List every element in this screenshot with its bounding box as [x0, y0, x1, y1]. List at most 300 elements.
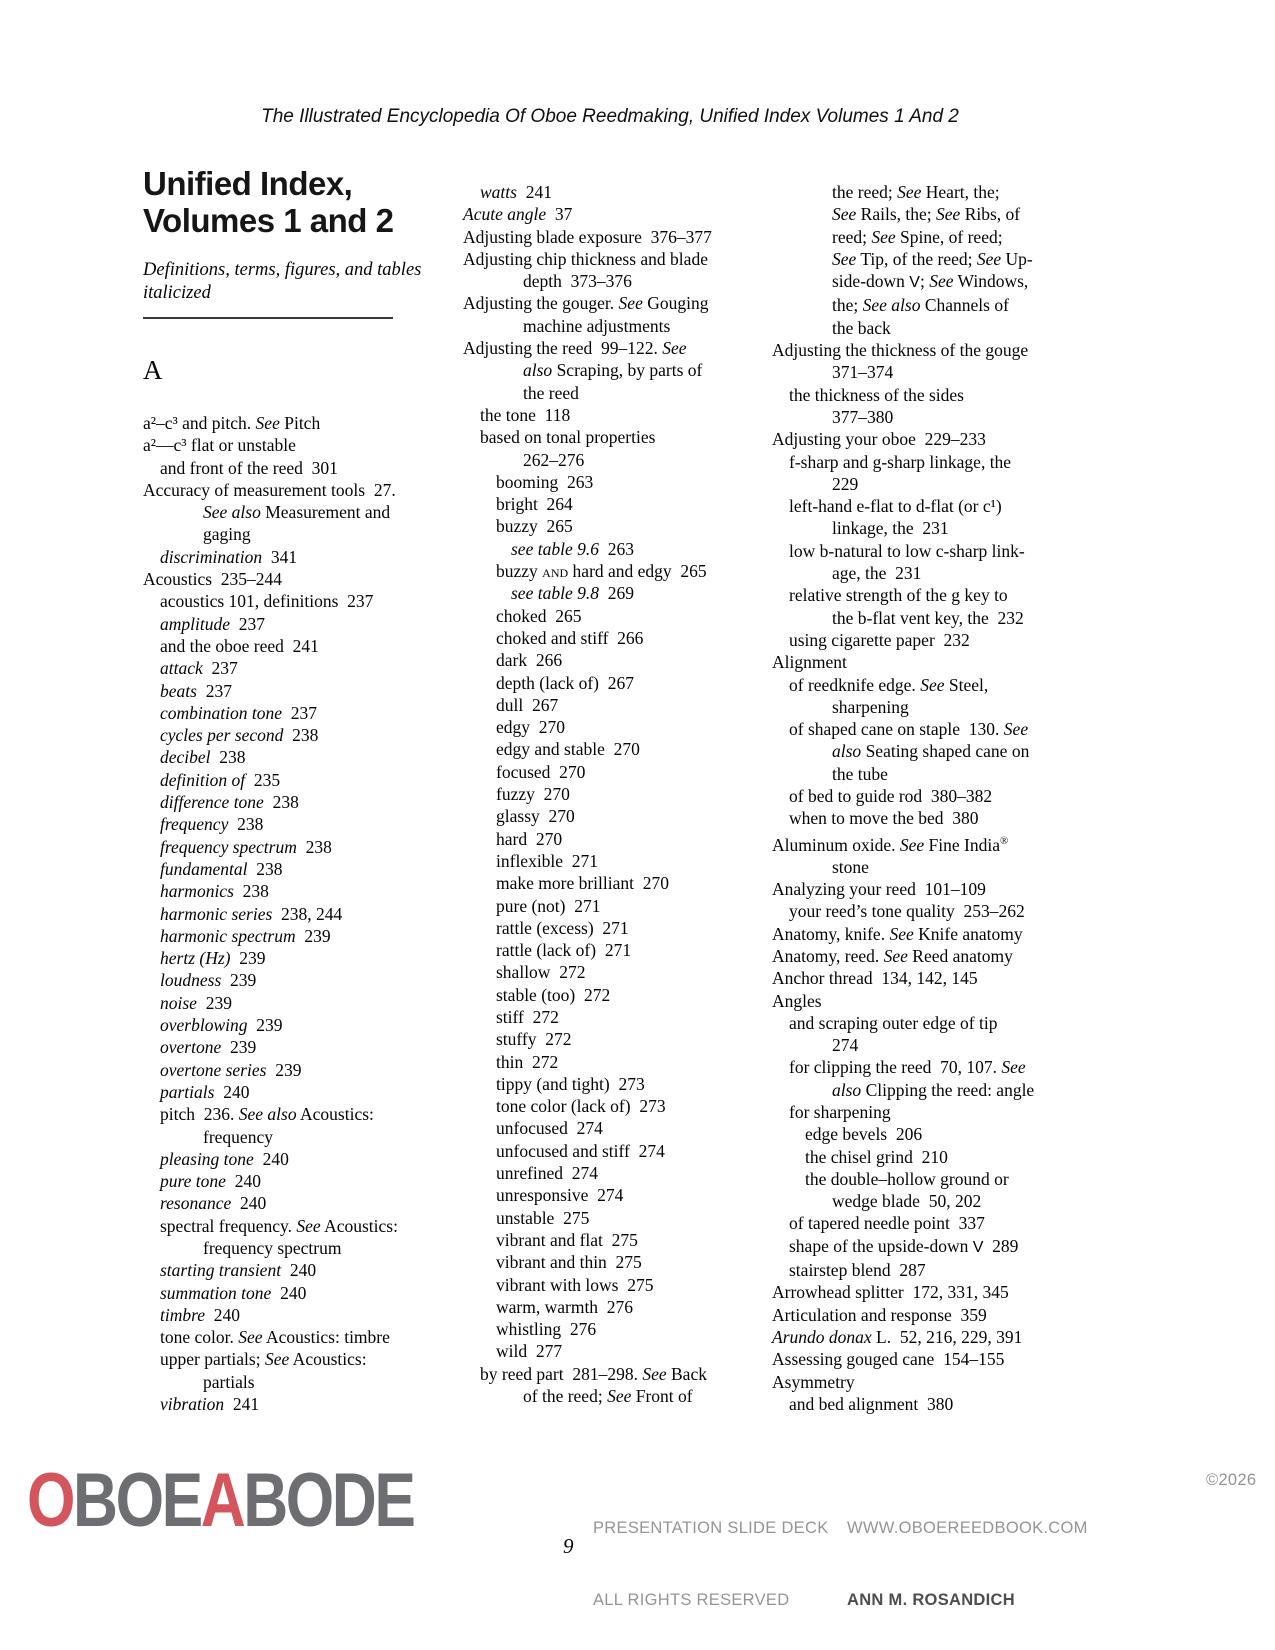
entry-segment: Pitch [279, 413, 321, 433]
index-entry-line [463, 404, 751, 426]
entry-segment-it: beats [160, 680, 197, 701]
entry-segment: 371–374 [832, 362, 894, 383]
index-entry-line [463, 895, 751, 917]
index-entry-line [772, 495, 1064, 517]
index-entry-line [772, 1235, 1064, 1259]
index-entry-line [772, 967, 1064, 989]
entry-segment: Gouging [642, 293, 709, 314]
entry-segment: hard 270 [496, 828, 563, 849]
entry-segment: a²—c³ flat or unstable [143, 435, 296, 456]
copyright-notice: ©2026 [1206, 1471, 1257, 1489]
entry-segment: and the oboe reed 241 [160, 635, 319, 656]
entry-segment: Back [666, 1363, 707, 1384]
entry-segment: Assessing gouged cane 154–155 [772, 1349, 1005, 1370]
entry-segment: Adjusting chip thickness and blade [463, 248, 708, 269]
entry-segment: tippy (and tight) 273 [496, 1073, 645, 1094]
entry-segment-it: See [1001, 1057, 1026, 1078]
index-entry-line [143, 501, 435, 523]
entry-segment: 240 [214, 1081, 250, 1102]
entry-segment: 240 [271, 1282, 307, 1303]
index-entry-line [772, 339, 1064, 361]
entry-segment: wild 277 [496, 1341, 563, 1362]
index-entry-line [143, 523, 435, 545]
entry-segment: 263 [598, 538, 634, 559]
index-entry-line [772, 1326, 1064, 1348]
entry-segment: edgy 270 [496, 717, 566, 738]
index-entry-line [463, 1318, 751, 1340]
entry-segment-it: also [523, 360, 553, 381]
entry-segment-it: See [607, 1386, 632, 1407]
entry-segment: 238 [283, 725, 319, 746]
entry-segment-it: decibel [160, 747, 211, 768]
entry-segment-it: difference tone [160, 792, 264, 813]
entry-segment: Adjusting the reed 99–122. [463, 338, 663, 359]
entry-segment: 37 [546, 204, 573, 225]
entry-segment-it: overblowing [160, 1015, 248, 1036]
entry-segment: stuffy 272 [496, 1029, 572, 1050]
index-entry-line [463, 605, 751, 627]
entry-segment: and front of the reed 301 [160, 457, 338, 478]
entry-segment-it: See [662, 338, 687, 359]
entry-segment-it: See [897, 182, 922, 202]
index-entry-line [463, 672, 751, 694]
footer-rights-line: ALL RIGHTS RESERVED [593, 1591, 790, 1609]
entry-segment-it: See [899, 834, 925, 855]
index-entry-line [772, 1371, 1064, 1393]
index-entry-line [143, 635, 435, 657]
index-entry-line [143, 1103, 435, 1125]
index-entry-line [463, 426, 751, 448]
entry-segment: 238 [233, 881, 269, 902]
index-entry-line [463, 1095, 751, 1117]
index-entry-line [463, 515, 751, 537]
entry-segment: shallow 272 [496, 962, 586, 983]
index-entry-line [772, 428, 1064, 450]
index-entry-line [143, 903, 435, 925]
index-entry-line [463, 292, 751, 314]
entry-segment-it: see table 9.6 [511, 538, 599, 559]
footer-author: ANN M. ROSANDICH [847, 1591, 1015, 1609]
index-entry-line [463, 1274, 751, 1296]
entry-segment: 239 [266, 1059, 302, 1080]
index-entry-line [143, 1059, 435, 1081]
entry-segment: buzzy 265 [496, 516, 573, 537]
entry-segment: 237 [230, 613, 265, 634]
entry-segment: 269 [598, 583, 634, 604]
entry-segment: booming 263 [496, 471, 594, 492]
entry-segment-it: Acute angle [463, 204, 547, 225]
entry-segment-it: definition of [160, 769, 246, 790]
entry-segment-it: See [296, 1215, 321, 1236]
footer-website: WWW.OBOEREEDBOOK.COM [847, 1519, 1088, 1537]
index-entry-line [772, 1190, 1064, 1212]
index-entry-line [143, 813, 435, 835]
entry-segment: 239 [221, 970, 257, 991]
entry-segment-it: resonance [160, 1193, 232, 1214]
entry-segment-it: overtone series [160, 1059, 267, 1080]
entry-segment: 274 [832, 1035, 859, 1056]
entry-segment: and bed alignment 380 [789, 1393, 954, 1414]
entry-segment: 237 [282, 702, 317, 723]
index-entry-line [772, 226, 1064, 248]
index-entry-line [463, 449, 751, 471]
index-entry-line [143, 947, 435, 969]
entry-segment: 235 [245, 769, 281, 790]
index-entry-line [772, 584, 1064, 606]
entry-segment: stairstep blend 287 [789, 1260, 926, 1281]
index-column-1 [143, 165, 435, 1415]
index-entry-line [143, 1215, 435, 1237]
entry-segment-it: See [832, 204, 857, 225]
index-entry-line [463, 1296, 751, 1318]
index-entry-line [143, 1014, 435, 1036]
entry-segment: 262–276 [523, 449, 585, 470]
entry-segment: Anatomy, knife. [772, 923, 890, 944]
index-entry-line [772, 294, 1064, 316]
index-entry-line [143, 546, 435, 568]
index-entry-line [143, 746, 435, 768]
index-entry-line [143, 925, 435, 947]
entry-segment: pitch 236. [160, 1104, 239, 1125]
index-entry-line [772, 1304, 1064, 1326]
index-entry-line [143, 457, 435, 479]
index-entry-line [772, 1259, 1064, 1281]
index-entry-line [772, 473, 1064, 495]
index-entry-line [463, 805, 751, 827]
entry-segment-it: Arundo donax [772, 1326, 872, 1347]
index-entry-line [143, 1326, 435, 1348]
entry-segment-it: watts [480, 182, 517, 202]
entry-segment: Knife anatomy [913, 923, 1023, 944]
entry-segment: pure (not) 271 [496, 895, 601, 916]
index-entry-line [463, 1117, 751, 1139]
entry-segment: 237 [196, 680, 232, 701]
index-entry-line [463, 1006, 751, 1028]
index-entry-line [463, 783, 751, 805]
index-entry-line [772, 900, 1064, 922]
entry-segment: Reed anatomy [907, 945, 1013, 966]
entry-segment: 239 [196, 992, 232, 1013]
entry-segment: the thickness of the sides [789, 384, 964, 405]
index-entry-line [463, 984, 751, 1006]
entry-segment-it: harmonic series [160, 903, 273, 924]
entry-segment-it: starting transient [160, 1260, 282, 1281]
index-entry-line [772, 406, 1064, 428]
entry-segment: make more brilliant 270 [496, 873, 670, 894]
entry-segment-it: pleasing tone [160, 1148, 254, 1169]
index-entry-line [772, 830, 1064, 856]
index-entry-line [463, 738, 751, 760]
entry-segment-sans: V [909, 274, 920, 292]
entry-segment: of tapered needle point 337 [789, 1213, 985, 1234]
entry-segment: edgy and stable 270 [496, 739, 640, 760]
index-column-3 [772, 181, 1064, 1415]
index-entry-line [463, 649, 751, 671]
entry-segment: Acoustics: [289, 1349, 367, 1370]
index-entry-line [772, 1348, 1064, 1370]
entry-segment: Heart, the; [921, 182, 1000, 202]
entry-segment-it: See [883, 945, 908, 966]
entry-segment-it: combination tone [160, 702, 282, 723]
entry-segment: dull 267 [496, 694, 559, 715]
entry-segment: glassy 270 [496, 806, 575, 827]
entry-segment-it: See [238, 1327, 263, 1348]
index-entry-line [463, 850, 751, 872]
entry-segment: based on tonal properties [480, 427, 656, 448]
index-entry-line [772, 923, 1064, 945]
entry-segment: stable (too) 272 [496, 984, 611, 1005]
index-entry-line [772, 451, 1064, 473]
entry-segment: side-down [832, 271, 910, 292]
index-entry-line [143, 1348, 435, 1370]
entry-segment: the double–hollow ground or [805, 1168, 1009, 1189]
entry-segment: Fine India [924, 834, 1000, 855]
index-entry-line [143, 1148, 435, 1170]
entry-segment: Accuracy of measurement tools 27. [143, 479, 396, 500]
entry-segment: for sharpening [789, 1102, 891, 1122]
index-entry-line [463, 761, 751, 783]
index-entry-line [772, 1123, 1064, 1145]
entry-segment: upper partials; [160, 1349, 265, 1370]
entry-segment: whistling 276 [496, 1319, 597, 1340]
entry-segment: tone color. [160, 1327, 239, 1348]
entry-segment: depth 373–376 [523, 271, 632, 292]
entry-segment: fuzzy 270 [496, 784, 570, 805]
index-entry-line [463, 828, 751, 850]
index-entry-line [143, 769, 435, 791]
entry-segment: buzzy [496, 561, 543, 582]
index-column-2 [463, 181, 751, 1407]
index-entry-line [463, 872, 751, 894]
entry-segment: Alignment [772, 652, 847, 673]
entry-segment: unrefined 274 [496, 1163, 599, 1184]
index-entry-line [143, 568, 435, 590]
entry-segment-it: frequency spectrum [160, 836, 297, 857]
entry-segment: Ribs, of [960, 204, 1021, 225]
index-entry-line [143, 590, 435, 612]
logo-letter-group: BOE [73, 1458, 201, 1543]
entry-segment-it: See [255, 413, 280, 433]
entry-segment: L. 52, 216, 229, 391 [871, 1326, 1023, 1347]
index-entry-line [463, 961, 751, 983]
entry-segment: 238 [247, 858, 283, 879]
entry-segment: of the reed; [523, 1386, 608, 1407]
entry-segment: ; [919, 271, 930, 292]
entry-segment: left-hand e-flat to d-flat (or c¹) [789, 496, 1002, 517]
index-entry-line [463, 1051, 751, 1073]
entry-segment: Tip, of the reed; [856, 248, 977, 269]
entry-segment-sc: and [542, 561, 569, 582]
entry-segment: vibrant and flat 275 [496, 1229, 638, 1250]
entry-segment-it: cycles per second [160, 725, 284, 746]
index-entry-line [463, 1363, 751, 1385]
index-entry-line [772, 878, 1064, 900]
index-entry-line [463, 560, 751, 582]
entry-segment-it: See [264, 1349, 290, 1370]
page-number: 9 [563, 1534, 574, 1558]
index-entry-line [143, 1036, 435, 1058]
entry-segment: bright 264 [496, 494, 573, 515]
index-entry-line [463, 582, 751, 604]
entry-segment: tone color (lack of) 273 [496, 1096, 666, 1117]
entry-segment-it: harmonic spectrum [160, 925, 296, 946]
index-entry-line [463, 939, 751, 961]
entry-segment: dark 266 [496, 650, 563, 671]
index-subtitle-line1: Definitions, terms, figures, and tables [143, 260, 422, 280]
entry-segment: unstable 275 [496, 1207, 590, 1228]
entry-segment: by reed part 281–298. [480, 1363, 643, 1384]
index-entry-line [143, 969, 435, 991]
index-entry-line [463, 203, 751, 225]
entry-segment: the tone 118 [480, 404, 571, 425]
entry-segment: 241 [224, 1394, 260, 1415]
index-entry-line [772, 540, 1064, 562]
entry-segment: 377–380 [832, 406, 894, 427]
entry-segment-it: also [832, 741, 862, 762]
index-entry-line [463, 181, 751, 203]
index-entry-line [143, 680, 435, 702]
index-entry-line [772, 1146, 1064, 1168]
entry-segment: Front of [631, 1386, 693, 1407]
entry-segment: machine adjustments [523, 315, 671, 336]
entry-segment: stiff 272 [496, 1006, 559, 1027]
index-entry-line [772, 856, 1064, 878]
entry-segment: for clipping the reed 70, 107. [789, 1057, 1002, 1078]
index-entry-line [463, 337, 751, 359]
index-entry-line [143, 702, 435, 724]
entry-segment: Articulation and response 359 [772, 1304, 987, 1325]
entry-segment: spectral frequency. [160, 1215, 297, 1236]
index-entry-line [463, 1140, 751, 1162]
entry-segment: 289 [983, 1235, 1019, 1256]
entry-segment: low b-natural to low c-sharp link- [789, 540, 1025, 561]
oboe-abode-logo [27, 1458, 414, 1543]
entry-segment: focused 270 [496, 761, 586, 782]
entry-segment: f-sharp and g-sharp linkage, the [789, 451, 1012, 472]
entry-segment-sans: V [972, 1238, 984, 1256]
entry-segment: your reed’s tone quality 253–262 [789, 901, 1025, 922]
index-entry-line [143, 1170, 435, 1192]
entry-segment: depth (lack of) 267 [496, 672, 635, 693]
entry-segment-it: See also [862, 295, 921, 316]
index-entry-line [463, 917, 751, 939]
entry-segment-sup: ® [999, 834, 1009, 847]
entry-segment-it: summation tone [160, 1282, 272, 1303]
index-entry-line [463, 248, 751, 270]
entry-segment-it: overtone [160, 1037, 222, 1058]
entry-segment-it: See [889, 923, 914, 944]
entry-segment: Analyzing your reed 101–109 [772, 879, 986, 900]
index-entry-line [463, 1184, 751, 1206]
entry-segment: Acoustics: [296, 1104, 374, 1125]
index-entry-line [143, 1371, 435, 1393]
entry-segment-it: attack [160, 658, 203, 679]
entry-segment: 229 [832, 473, 859, 494]
entry-segment: 240 [253, 1148, 289, 1169]
index-entry-line [463, 538, 751, 560]
index-entry-line [772, 785, 1064, 807]
index-entry-line [143, 791, 435, 813]
index-entry-line [772, 1393, 1064, 1415]
index-entry-line [772, 651, 1064, 673]
entry-segment: acoustics 101, definitions 237 [160, 591, 374, 612]
index-subtitle-line2: italicized [143, 283, 211, 303]
index-entry-line [772, 607, 1064, 629]
index-entry-line [143, 992, 435, 1014]
entry-segment: warm, warmth 276 [496, 1296, 634, 1317]
index-entry-line [143, 613, 435, 635]
entry-segment: 238 [263, 792, 299, 813]
entry-segment: when to move the bed 380 [789, 808, 979, 829]
index-entry-line [463, 1207, 751, 1229]
index-entry-line [463, 226, 751, 248]
index-entry-line [143, 412, 435, 434]
entry-segment: gaging [203, 524, 251, 545]
entry-segment-it: See [929, 271, 954, 292]
index-entry-line [772, 181, 1064, 203]
index-entry-line [772, 1079, 1064, 1101]
entry-segment: rattle (lack of) 271 [496, 940, 632, 961]
entry-segment: the chisel grind 210 [805, 1146, 948, 1167]
index-entry-line [772, 1281, 1064, 1303]
index-entry-line [772, 1168, 1064, 1190]
entry-segment: Acoustics 235–244 [143, 569, 283, 590]
entry-segment: Arrowhead splitter 172, 331, 345 [772, 1282, 1009, 1303]
entry-segment: the b-flat vent key, the 232 [832, 607, 1024, 628]
index-title-line2: Volumes 1 and 2 [143, 202, 394, 239]
index-entry-line [772, 990, 1064, 1012]
entry-segment: reed; [832, 226, 872, 247]
entry-segment: 238 [210, 747, 246, 768]
entry-segment-it: loudness [160, 970, 222, 991]
index-entry-line [772, 361, 1064, 383]
entry-segment: a²–c³ and pitch. [143, 413, 256, 433]
entry-segment: Up- [1001, 248, 1033, 269]
index-entry-line [463, 471, 751, 493]
entry-segment: unfocused and stiff 274 [496, 1140, 665, 1161]
entry-segment-it: See [936, 204, 961, 225]
index-entry-line [143, 1393, 435, 1415]
index-entry-line [772, 203, 1064, 225]
entry-segment: relative strength of the g key to [789, 585, 1008, 606]
index-entry-line [772, 270, 1064, 294]
entry-segment: and scraping outer edge of tip [789, 1012, 998, 1033]
entry-segment-it: See [642, 1363, 667, 1384]
entry-segment: the back [832, 317, 891, 338]
index-entry-line [463, 694, 751, 716]
index-entry-line [143, 858, 435, 880]
index-entry-line [463, 1073, 751, 1095]
entry-segment: Rails, the; [856, 204, 937, 225]
entry-segment-it: hertz (Hz) [160, 948, 231, 969]
divider-rule [143, 317, 393, 319]
index-entry-line [772, 317, 1064, 339]
entry-segment: using cigarette paper 232 [789, 629, 970, 650]
entry-segment-it: See [976, 248, 1002, 269]
index-entry-line [772, 696, 1064, 718]
index-entry-line [463, 627, 751, 649]
entry-segment-it: See [920, 674, 945, 695]
entry-segment: Scraping, by parts of [552, 360, 703, 381]
entry-segment-it: timbre [160, 1304, 206, 1325]
index-entry-line [463, 382, 751, 404]
index-entry-line [772, 562, 1064, 584]
entry-segment-it: See [1003, 719, 1029, 740]
entry-segment: choked and stiff 266 [496, 627, 644, 648]
index-entry-line [772, 674, 1064, 696]
index-entry-line [143, 479, 435, 501]
index-entry-line [143, 657, 435, 679]
